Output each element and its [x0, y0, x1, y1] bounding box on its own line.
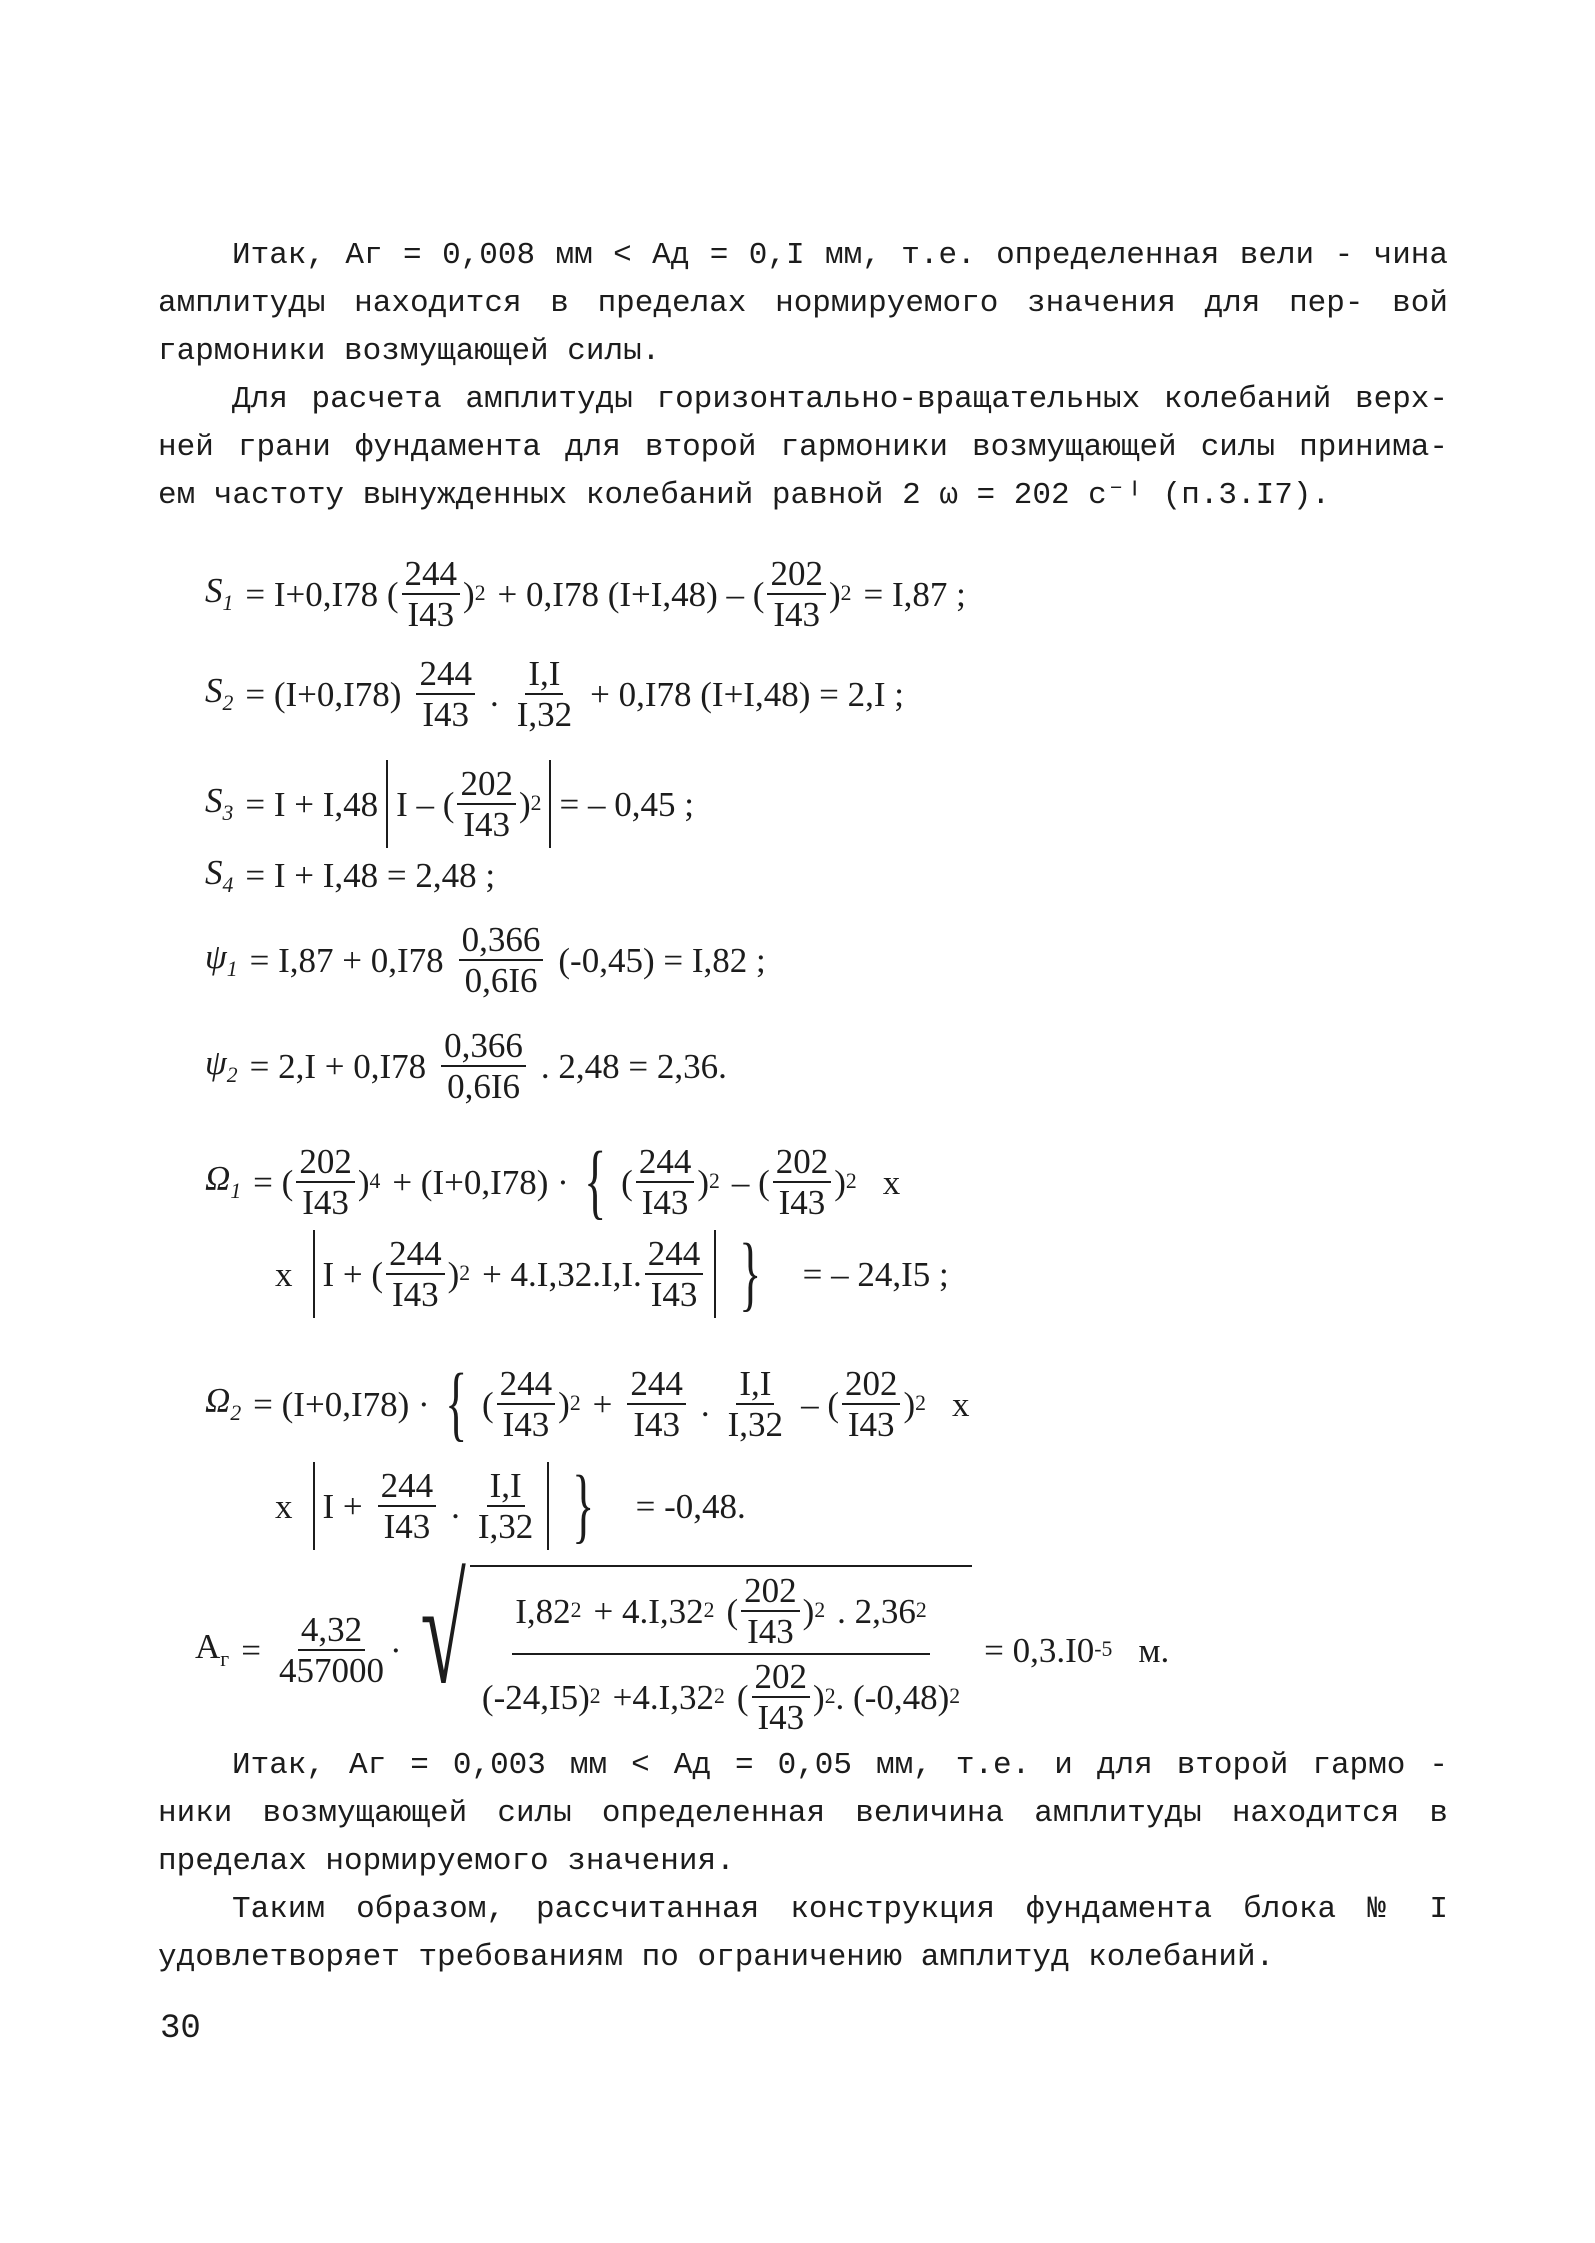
- result: = I + I,48 = 2,48 ;: [245, 856, 496, 896]
- result: = I,87 ;: [863, 574, 966, 614]
- square-bracket-group: I + $\frac{244}{I43}$ . $\frac{I,I}{I,32}$: [313, 1462, 550, 1550]
- symbol: $S_2$: [205, 671, 234, 716]
- exponent: 2: [474, 581, 486, 606]
- equation-omega2-line2: x I + $\frac{244}{I43}$ . $\frac{I,I}{I,32}$ } = -0,48.: [275, 1459, 746, 1552]
- fraction: $\frac{244}{I43}$: [386, 1236, 445, 1312]
- paragraph-final-conclusion: [158, 1886, 1448, 1982]
- fraction: $\frac{I,I}{I,32}$: [727, 1364, 784, 1444]
- result: + 0,I78 (I+I,48) = 2,I ;: [590, 674, 904, 714]
- symbol: $S_3$: [205, 781, 234, 826]
- expr: .: [489, 674, 499, 714]
- symbol: $А_г$: [195, 1627, 230, 1672]
- equation-psi2: [205, 1028, 727, 1104]
- equation-psi1: [205, 922, 766, 998]
- equation-s3: [205, 760, 694, 848]
- exponent: 2: [840, 581, 852, 606]
- symbol: $\Omega_1$: [205, 1159, 242, 1204]
- left-brace: {: [583, 1135, 607, 1228]
- fraction-under-root: I,82 2 + 4.I,32 2 ( $\frac{202}{I43}$ ) 2 . 2,36 2 (-24,I5) 2 +4.I,32 2 ( $\frac{202}{I43}$ ) 2 . (-0,48) 2: [481, 1571, 961, 1737]
- paragraph-text: Для расчета амплитуды горизонтально-вращательных колебаний верх- ней грани фундамента для второй гармоники возмущающей силы принима- ем частоту вынужденных колебаний равной 2 ω = 202 с⁻ᴵ (п.3.I7).: [158, 382, 1448, 513]
- unit: м.: [1138, 1630, 1170, 1670]
- paragraph-text: Итак, Аг = 0,003 мм < Ад = 0,05 мм, т.е. и для второй гармо - ники возмущающей силы определенная величина амплитуды находится в пределах нормируемого значения.: [158, 1748, 1448, 1879]
- expr: = (I+0,I78): [245, 674, 402, 714]
- symbol: $\psi_1$: [205, 937, 238, 982]
- symbol: $S_4$: [205, 853, 234, 897]
- symbol: $\psi_2$: [205, 1043, 238, 1088]
- fraction: $\frac{244}{I43}$: [627, 1366, 686, 1442]
- result: = -0,48.: [635, 1486, 746, 1526]
- fraction: $\frac{202}{I43}$: [296, 1144, 355, 1220]
- fraction: $\frac{244}{I43}$: [497, 1366, 556, 1442]
- equation-omega2-line1: $\Omega_2$ = (I+0,I78) · { ( $\frac{244}{I43}$ ) 2 + $\frac{244}{I43}$ . $\frac{I,I}{I,32}$ – ( $\frac{202}{I43}$ ) 2 x: [205, 1357, 970, 1450]
- paragraph-text: Итак, Аг = 0,008 мм < Ад = 0,I мм, т.е. определенная вели - чина амплитуды находится в пределах нормируемого значения для пер- вой гармоники возмущающей силы.: [158, 238, 1448, 369]
- equation-s2: [205, 656, 904, 732]
- equation-amplitude: $А_г$ = $\frac{4,32}{457000}$ · √ I,82 2 + 4.I,32 2 ( $\frac{202}{I43}$ ) 2 . 2,36 2 (-24,I5) 2 +4.I,32 2 ( $\frac{202}{I43}$ ) 2 . (-0,48) 2 = 0,3.I0 -5 м.: [195, 1549, 1170, 1737]
- result: = – 0,45 ;: [559, 784, 694, 824]
- exponent: -5: [1094, 1637, 1113, 1662]
- fraction: $\frac{244}{I43}$: [416, 656, 475, 732]
- fraction: $\frac{244}{I43}$: [378, 1468, 437, 1544]
- result: = 0,3.I0: [984, 1630, 1095, 1670]
- symbol: $\Omega_2$: [205, 1381, 242, 1426]
- fraction: $\frac{0,366}{0,6I6}$: [459, 922, 544, 998]
- right-brace: }: [739, 1227, 762, 1320]
- expr: + 0,I78 (I+I,48) – (: [497, 574, 765, 614]
- equation-s4: [205, 855, 495, 897]
- left-brace: {: [444, 1357, 467, 1450]
- fraction: $\frac{202}{I43}$: [842, 1366, 901, 1442]
- expr: = I+0,I78 (: [245, 574, 399, 614]
- square-root: √ I,82 2 + 4.I,32 2 ( $\frac{202}{I43}$ ) 2 . 2,36 2 (-24,I5) 2 +4.I,32 2 ( $\frac{202}{I43}$ ) 2 . (-0,48) 2: [402, 1565, 973, 1735]
- fraction: $\frac{I,I}{I,32}$: [477, 1466, 534, 1546]
- square-bracket-group: I – ( $\frac{202}{I43}$ ) 2: [386, 760, 551, 848]
- result: . 2,48 = 2,36.: [540, 1046, 727, 1086]
- paragraph-second-harmonic-conclusion: [158, 1742, 1448, 1886]
- equation-omega1-line1: $\Omega_1$ = ( $\frac{202}{I43}$ ) 4 + (I+0,I78) · { ( $\frac{244}{I43}$ ) 2 – ( $\frac{202}{I43}$ ) 2 x: [205, 1135, 901, 1228]
- result: = – 24,I5 ;: [802, 1254, 949, 1294]
- fraction: $\frac{202}{I43}$: [773, 1144, 832, 1220]
- expr: = I + I,48: [245, 784, 379, 824]
- fraction: $\frac{4,32}{457000}$: [278, 1610, 384, 1690]
- expr: = 2,I + 0,I78: [249, 1046, 427, 1086]
- right-brace: }: [572, 1459, 595, 1552]
- fraction: $\frac{202}{I43}$: [457, 766, 516, 842]
- equation-omega1-line2: x I + ( $\frac{244}{I43}$ ) 2 + 4.I,32.I,I. $\frac{244}{I43}$ } = – 24,I5 ;: [275, 1227, 949, 1320]
- fraction: $\frac{I,I}{I,32}$: [516, 654, 573, 734]
- fraction: $\frac{244}{I43}$: [636, 1144, 695, 1220]
- fraction: $\frac{244}{I43}$: [402, 556, 461, 632]
- equation-s1: $S_1$ = I+0,I78 ( $\frac{244}{I43}$ ) 2 + 0,I78 (I+I,48) – ( $\frac{202}{I43}$ ) 2 = I,87 ;: [205, 554, 966, 634]
- result: (-0,45) = I,82 ;: [558, 940, 766, 980]
- square-bracket-group: I + ( $\frac{244}{I43}$ ) 2 + 4.I,32.I,I. $\frac{244}{I43}$: [313, 1230, 717, 1318]
- paragraph-second-harmonic-intro: [158, 376, 1448, 520]
- fraction: $\frac{244}{I43}$: [645, 1236, 704, 1312]
- paragraph-first-harmonic-conclusion: [158, 232, 1448, 376]
- expr: = I,87 + 0,I78: [249, 940, 444, 980]
- paragraph-text: Таким образом, рассчитанная конструкция фундамента блока № I удовлетворяет требованиям по ограничению амплитуд колебаний.: [158, 1892, 1448, 1975]
- symbol: $S_1$: [205, 571, 234, 616]
- page-number: 30: [160, 2010, 201, 2048]
- fraction: $\frac{202}{I43}$: [767, 556, 826, 632]
- fraction: $\frac{0,366}{0,6I6}$: [441, 1028, 526, 1104]
